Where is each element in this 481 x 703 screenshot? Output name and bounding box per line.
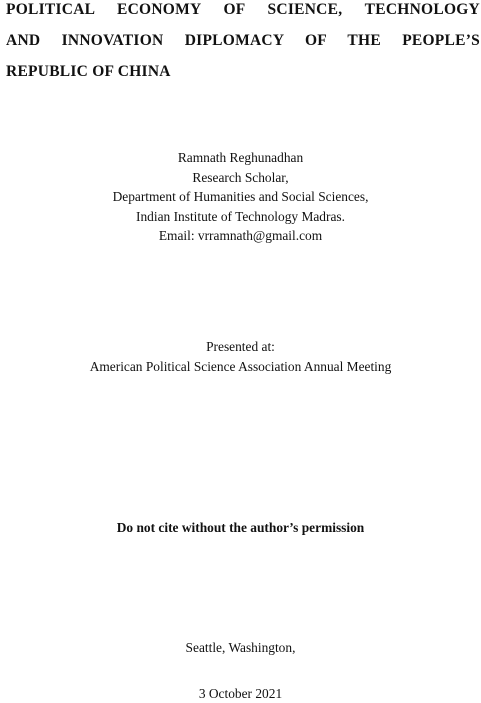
author-email: Email: vrramnath@gmail.com	[158, 228, 323, 243]
title-line-3: REPUBLIC OF CHINA	[6, 63, 171, 80]
author-name: Ramnath Reghunadhan	[177, 150, 304, 165]
author-position: Research Scholar,	[192, 169, 289, 185]
title-line-2: AND INNOVATION DIPLOMACY OF THE PEOPLE’S	[6, 32, 480, 49]
citation-notice: Do not cite without the author’s permission	[116, 520, 365, 535]
author-institution: Indian Institute of Technology Madras.	[136, 208, 345, 224]
presented-venue: American Political Science Association Annual Meeting	[89, 358, 392, 374]
location: Seattle, Washington,	[185, 640, 296, 655]
author-department: Department of Humanities and Social Sciences,	[112, 189, 369, 204]
date: 3 October 2021	[198, 686, 283, 701]
presented-label: Presented at:	[206, 339, 275, 354]
paper-title	[6, 0, 480, 87]
author-block	[0, 148, 481, 246]
title-line-1: POLITICAL ECONOMY OF SCIENCE, TECHNOLOGY	[6, 1, 480, 18]
presentation-block	[0, 337, 481, 376]
